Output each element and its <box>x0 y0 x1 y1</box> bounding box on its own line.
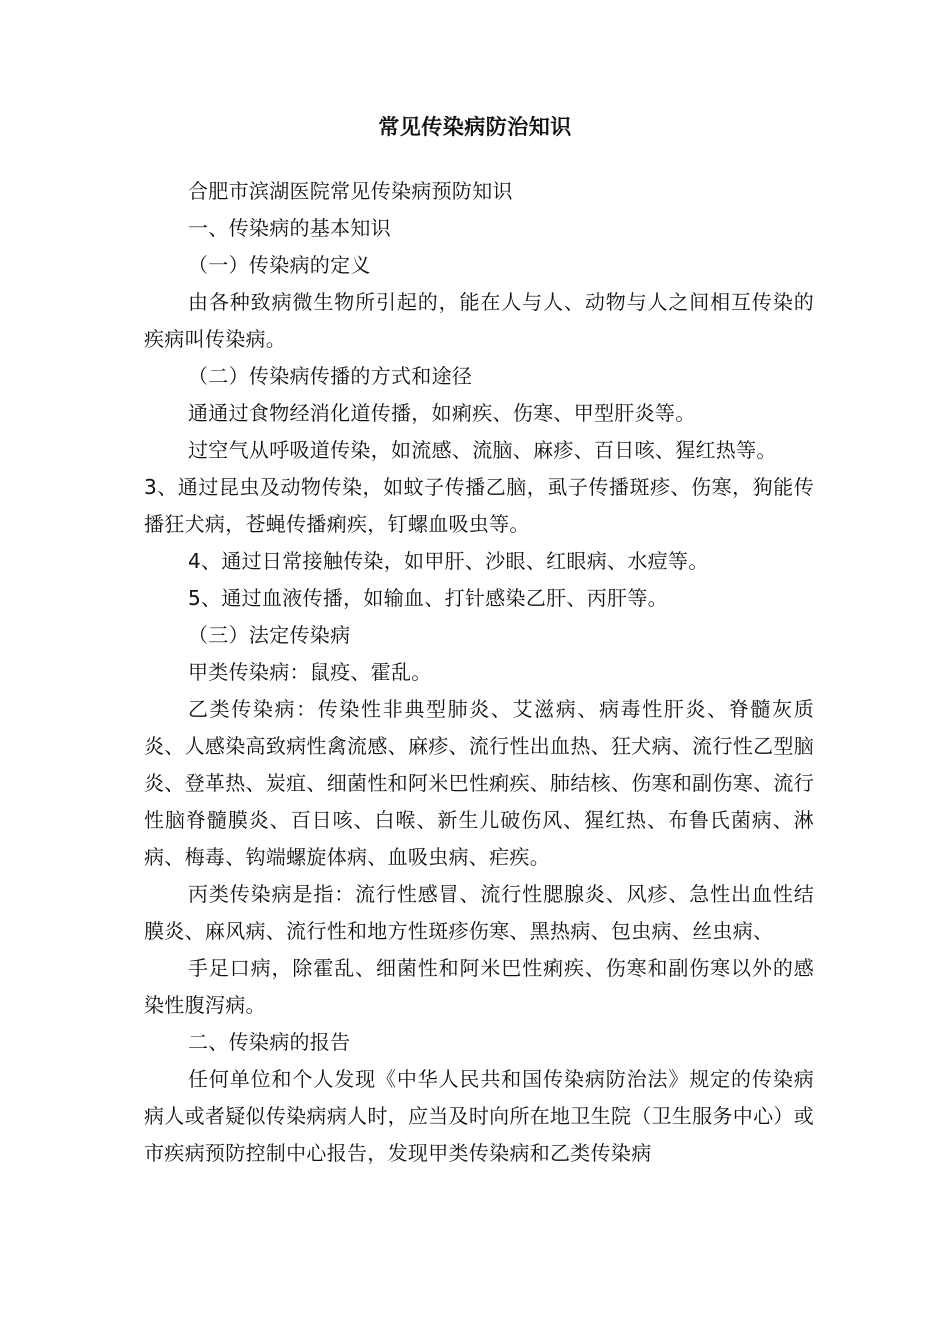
paragraph: 3、通过昆虫及动物传染，如蚊子传播乙脑，虱子传播斑疹、伤寒，狗能传播狂犬病，苍蝇传播痢疾，钉螺血吸虫等。 <box>144 475 814 536</box>
paragraph: （二）传染病传播的方式和途径 <box>188 364 473 388</box>
document-body <box>144 173 814 1172</box>
paragraph: 通通过食物经消化道传播，如痢疾、伤寒、甲型肝炎等。 <box>188 401 696 425</box>
paragraph: （一）传染病的定义 <box>188 253 371 277</box>
paragraph: 一、传染病的基本知识 <box>188 216 391 240</box>
paragraph: 合肥市滨湖医院常见传染病预防知识 <box>188 179 513 203</box>
document-title: 常见传染病防治知识 <box>378 115 572 139</box>
paragraph: 乙类传染病：传染性非典型肺炎、艾滋病、病毒性肝炎、脊髓灰质炎、人感染高致病性禽流感、麻疹、流行性出血热、狂犬病、流行性乙型脑炎、登革热、炭疽、细菌性和阿米巴性痢疾、肺结核、伤寒和副伤寒、流行性脑脊髓膜炎、百日咳、白喉、新生儿破伤风、猩红热、布鲁氏菌病、淋病、梅毒、钩端螺旋体病、血吸虫病、疟疾。 <box>144 697 814 869</box>
paragraph: 丙类传染病是指：流行性感冒、流行性腮腺炎、风疹、急性出血性结膜炎、麻风病、流行性和地方性斑疹伤寒、黑热病、包虫病、丝虫病、 <box>144 882 814 943</box>
paragraph: 5、通过血液传播，如输血、打针感染乙肝、丙肝等。 <box>188 586 668 610</box>
paragraph: 任何单位和个人发现《中华人民共和国传染病防治法》规定的传染病病人或者疑似传染病病人时，应当及时向所在地卫生院（卫生服务中心）或市疾病预防控制中心报告，发现甲类传染病和乙类传染病 <box>144 1067 814 1165</box>
paragraph: 甲类传染病：鼠疫、霍乱。 <box>188 660 432 684</box>
paragraph: 手足口病，除霍乱、细菌性和阿米巴性痢疾、伤寒和副伤寒以外的感染性腹泻病。 <box>144 956 814 1017</box>
paragraph: 过空气从呼吸道传染，如流感、流脑、麻疹、百日咳、猩红热等。 <box>188 438 777 462</box>
paragraph: （三）法定传染病 <box>188 623 351 647</box>
paragraph: 由各种致病微生物所引起的，能在人与人、动物与人之间相互传染的疾病叫传染病。 <box>144 290 814 351</box>
paragraph: 4、通过日常接触传染，如甲肝、沙眼、红眼病、水痘等。 <box>188 549 709 573</box>
paragraph: 二、传染病的报告 <box>188 1030 351 1054</box>
